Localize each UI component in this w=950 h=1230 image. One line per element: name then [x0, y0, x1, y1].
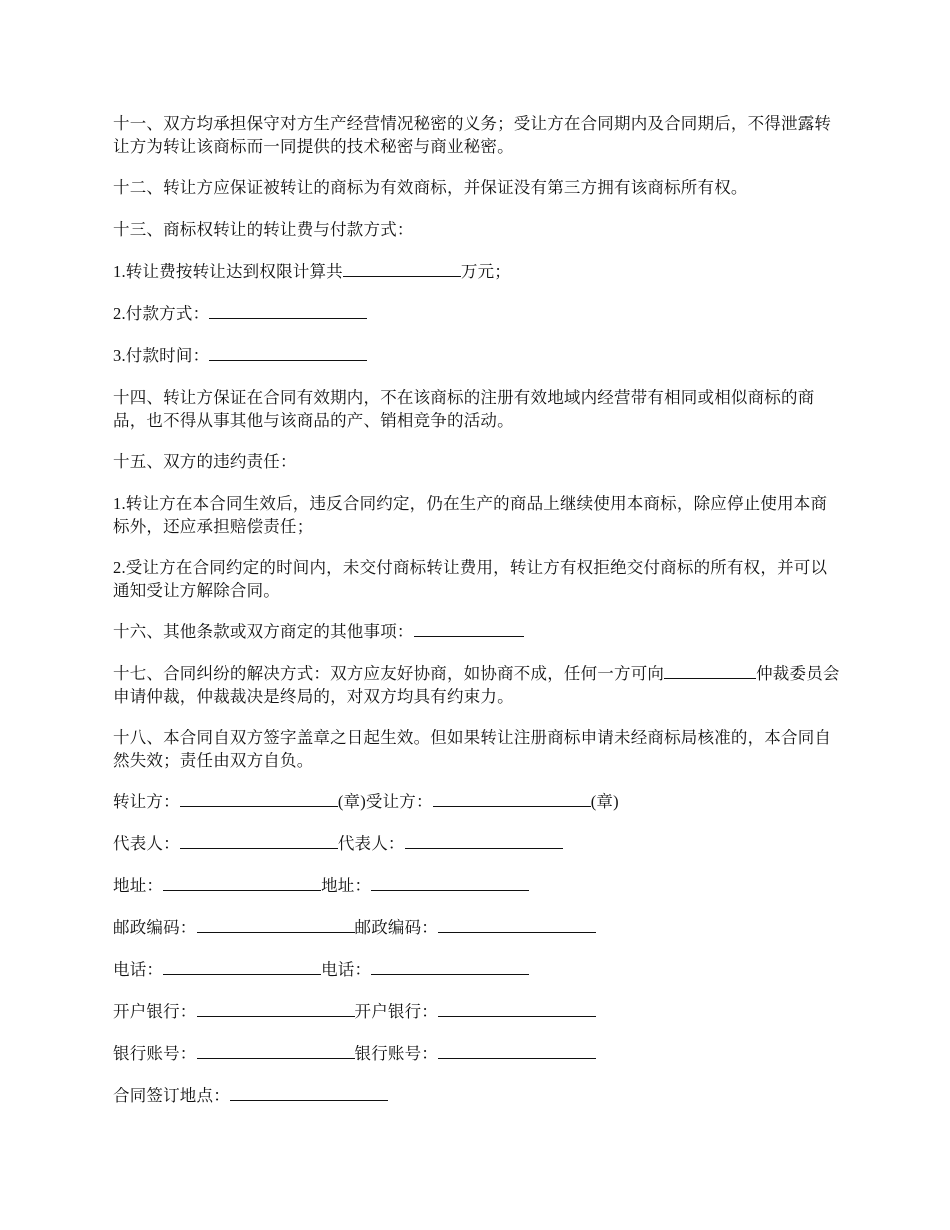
- other-terms-label: 十六、其他条款或双方商定的其他事项：: [113, 622, 414, 641]
- clause-13: 十三、商标权转让的转让费与付款方式：: [113, 220, 414, 239]
- account-label-2: 银行账号：: [354, 1044, 438, 1063]
- other-terms-blank[interactable]: [414, 621, 524, 637]
- signature-row-representative: [113, 832, 843, 855]
- signature-row-account: [113, 1042, 843, 1065]
- clause-16: [113, 620, 843, 643]
- account-blank-2[interactable]: [438, 1043, 596, 1059]
- phone-blank-1[interactable]: [163, 959, 321, 975]
- signature-row-address: [113, 874, 843, 897]
- payment-time-label: 3.付款时间：: [113, 346, 210, 365]
- representative-blank-2[interactable]: [405, 833, 563, 849]
- clause-15: 十五、双方的违约责任：: [113, 452, 297, 471]
- zipcode-blank-2[interactable]: [438, 917, 596, 933]
- signature-row-zipcode: [113, 916, 843, 939]
- arbitration-blank[interactable]: [664, 663, 756, 679]
- address-blank-1[interactable]: [163, 875, 321, 891]
- transferor-blank[interactable]: [180, 791, 338, 807]
- fee-unit: 万元；: [460, 262, 511, 281]
- signature-row-place: [113, 1084, 843, 1107]
- signature-row-bank: [113, 1000, 843, 1023]
- bank-label-2: 开户银行：: [354, 1002, 438, 1021]
- payment-method-label: 2.付款方式：: [113, 304, 210, 323]
- clause-15-item-1: 1.转让方在本合同生效后，违反合同约定，仍在生产的商品上继续使用本商标，除应停止使用本商标外，还应承担赔偿责任；: [113, 494, 828, 536]
- bank-blank-1[interactable]: [197, 1001, 355, 1017]
- fee-label: 1.转让费按转让达到权限计算共: [113, 262, 343, 281]
- signature-row-parties: [113, 790, 843, 813]
- representative-label-1: 代表人：: [113, 834, 180, 853]
- seal-label-2: (章): [590, 792, 619, 811]
- fee-amount-blank[interactable]: [343, 261, 461, 277]
- clause-12: 十二、转让方应保证被转让的商标为有效商标，并保证没有第三方拥有该商标所有权。: [113, 178, 748, 197]
- representative-blank-1[interactable]: [180, 833, 338, 849]
- clause-13-item-2: [113, 302, 843, 325]
- clause-18: 十八、本合同自双方签字盖章之日起生效。但如果转让注册商标申请未经商标局核准的，本合同自然失效；责任由双方自负。: [113, 728, 832, 770]
- phone-label-1: 电话：: [113, 960, 164, 979]
- signing-place-label: 合同签订地点：: [113, 1086, 230, 1105]
- payment-time-blank[interactable]: [209, 345, 367, 361]
- clause-11: 十一、双方均承担保守对方生产经营情况秘密的义务；受让方在合同期内及合同期后，不得泄露转让方为转让该商标而一同提供的技术秘密与商业秘密。: [113, 114, 832, 156]
- zipcode-blank-1[interactable]: [197, 917, 355, 933]
- dispute-text-prefix: 十七、合同纠纷的解决方式：双方应友好协商，如协商不成，任何一方可向: [113, 664, 665, 683]
- clause-17: [113, 662, 843, 708]
- transferor-label: 转让方：: [113, 792, 180, 811]
- phone-label-2: 电话：: [321, 960, 372, 979]
- zipcode-label-1: 邮政编码：: [113, 918, 197, 937]
- address-label-2: 地址：: [321, 876, 372, 895]
- signing-place-blank[interactable]: [230, 1085, 388, 1101]
- address-blank-2[interactable]: [371, 875, 529, 891]
- payment-method-blank[interactable]: [209, 303, 367, 319]
- bank-blank-2[interactable]: [438, 1001, 596, 1017]
- seal-label-1: (章): [337, 792, 366, 811]
- transferee-blank[interactable]: [433, 791, 591, 807]
- document-page: [113, 112, 843, 1126]
- address-label-1: 地址：: [113, 876, 164, 895]
- clause-15-item-2: 2.受让方在合同约定的时间内，未交付商标转让费用，转让方有权拒绝交付商标的所有权，并可以通知受让方解除合同。: [113, 558, 828, 600]
- account-blank-1[interactable]: [197, 1043, 355, 1059]
- dispute-text-suffix: 仲裁委员会申请仲裁，仲裁裁决是终局的，对双方均具有约束力。: [113, 664, 840, 706]
- account-label-1: 银行账号：: [113, 1044, 197, 1063]
- clause-13-item-3: [113, 344, 843, 367]
- clause-14: 十四、转让方保证在合同有效期内，不在该商标的注册有效地域内经营带有相同或相似商标的商品，也不得从事其他与该商品的产、销相竞争的活动。: [113, 388, 815, 430]
- signature-row-phone: [113, 958, 843, 981]
- phone-blank-2[interactable]: [371, 959, 529, 975]
- zipcode-label-2: 邮政编码：: [354, 918, 438, 937]
- clause-13-item-1: [113, 260, 843, 283]
- transferee-label: 受让方：: [365, 792, 433, 811]
- bank-label-1: 开户银行：: [113, 1002, 197, 1021]
- representative-label-2: 代表人：: [337, 834, 405, 853]
